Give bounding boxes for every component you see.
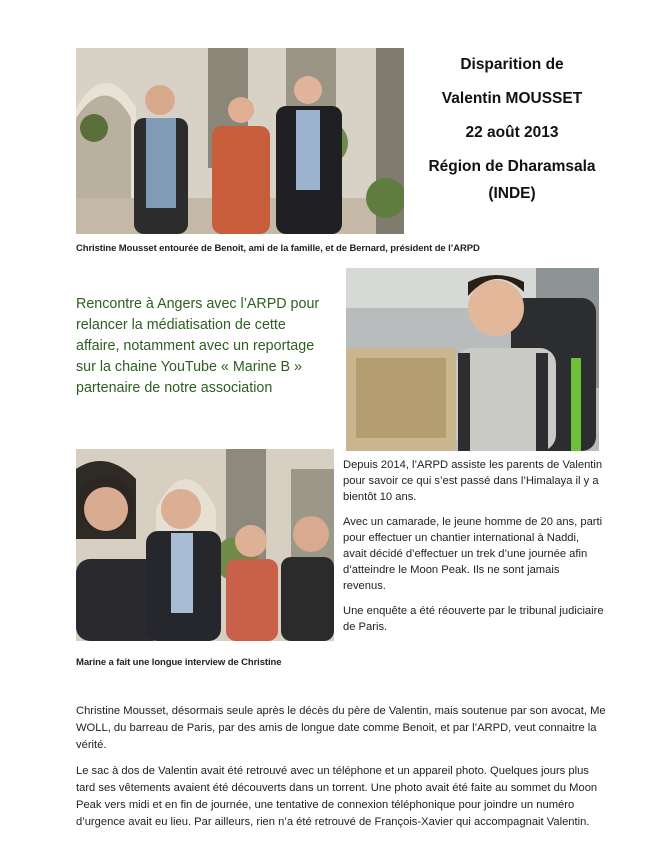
bottom-paragraph-1: Christine Mousset, désormais seule après le décès du père de Valentin, mais soutenue par son avocat, Me WOLL, du barreau de Paris, par des amis de longue date comme Benoit, et par l’ARPD, veut connaitre la vérité. [76,705,606,751]
title-line-5: (INDE) [488,185,536,202]
right-paragraph-3: Une enquête a été réouverte par le tribunal judiciaire de Paris. [343,605,604,633]
bottom-text [76,703,608,840]
group-photo-hallway [76,48,404,234]
selfie-group-photo [76,449,334,641]
article-title [412,48,612,204]
right-paragraph-2: Avec un camarade, le jeune homme de 20 ans, parti pour effectuer un chantier international à Naddi, avait décidé d’effectuer un trek d’une journée afin d’atteindre le Moon Peak. Ils ne sont jamais revenus. [343,516,603,592]
valentin-photo [346,268,599,451]
photo3-caption: Marine a fait une longue interview de Christine [76,657,282,668]
photo1-caption: Christine Mousset entourée de Benoît, ami de la famille, et de Bernard, président de l’ARPD [76,243,480,254]
title-line-1: Disparition de [460,56,564,73]
title-line-2: Valentin MOUSSET [441,90,583,107]
title-line-3: 22 août 2013 [465,124,559,141]
highlight-paragraph: Rencontre à Angers avec l’ARPD pour relancer la médiatisation de cette affaire, notamment avec un reportage sur la chaine YouTube « Marine B » partenaire de notre association [76,296,320,396]
right-column-text [343,457,605,644]
right-paragraph-1: Depuis 2014, l’ARPD assiste les parents de Valentin pour savoir ce qui s’est passé dans l’Himalaya il y a bientôt 10 ans. [343,459,603,503]
title-line-4: Région de Dharamsala [428,158,596,175]
bottom-paragraph-2: Le sac à dos de Valentin avait été retrouvé avec un téléphone et un appareil photo. Quelques jours plus tard ses vêtements avaient été découverts dans un torrent. Une photo avait été faite au sommet du Moon Peak vers midi et en fin de journée, une tentative de connexion téléphonique pour joindre un numéro d’urgence avait eu lieu. Par ailleurs, rien n’a été retrouvé de François-Xavier qui accompagnait Valentin. [76,765,598,828]
